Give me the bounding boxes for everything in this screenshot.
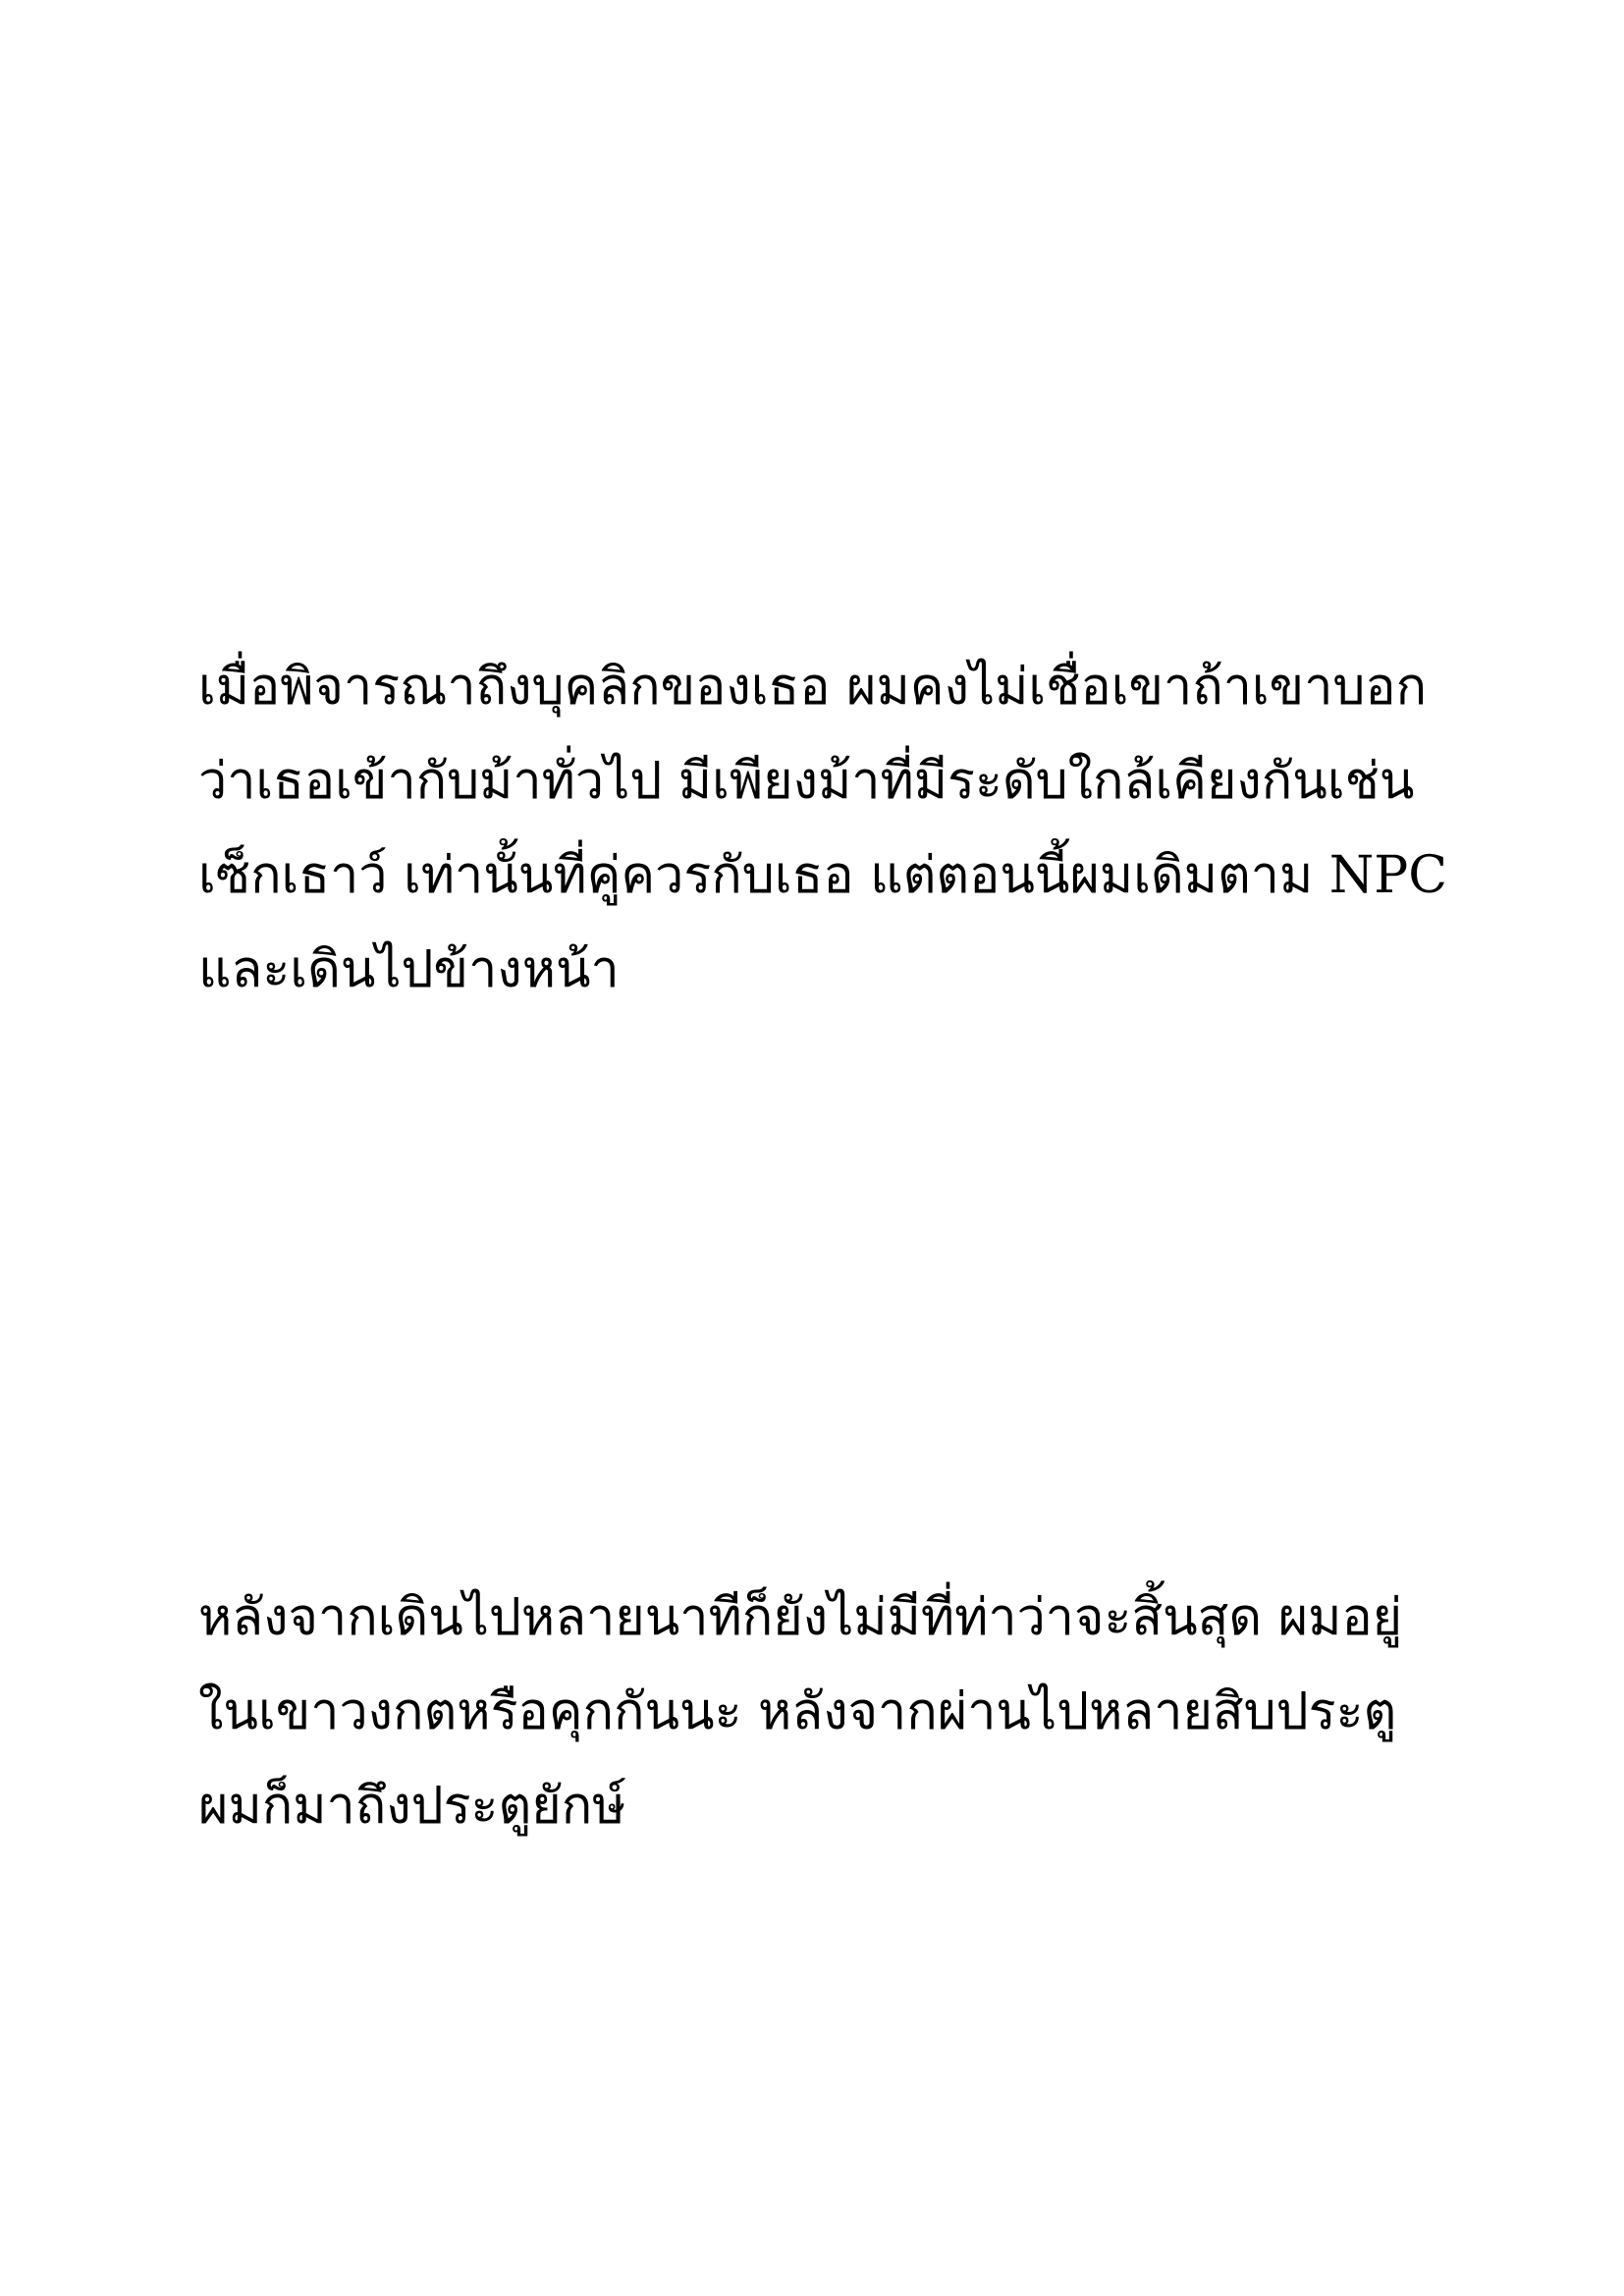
paragraph-line: ในเขาวงกตหรือคุกกันนะ หลังจากผ่านไปหลายสิบประตู xyxy=(198,1682,1397,1741)
paragraph-line: และเดินไปข้างหน้า xyxy=(198,940,620,999)
paragraph-line: ว่าเธอเข้ากับม้าทั่วไป มีเพียงม้าที่มีระดับใกล้เคียงกันเช่น xyxy=(198,752,1415,811)
paragraph-line: หลังจากเดินไปหลายนาทีก็ยังไม่มีที่ท่าว่าจะสิ้นสุด ผมอยู่ xyxy=(198,1588,1403,1647)
paragraph-2 xyxy=(198,1571,1475,1853)
paragraph-line: เมื่อพิจารณาถึงบุคลิกของเธอ ผมคงไม่เชื่อเขาถ้าเขาบอก xyxy=(198,658,1428,717)
paragraph-line: เซ็กเธาว์ เท่านั้นที่คู่ควรกับเธอ แต่ตอนนี้ผมเดิมตาม NPC xyxy=(198,846,1448,905)
paragraph-1 xyxy=(198,640,1475,1017)
paragraph-line: ผมก็มาถึงประตูยักษ์ xyxy=(198,1777,626,1836)
